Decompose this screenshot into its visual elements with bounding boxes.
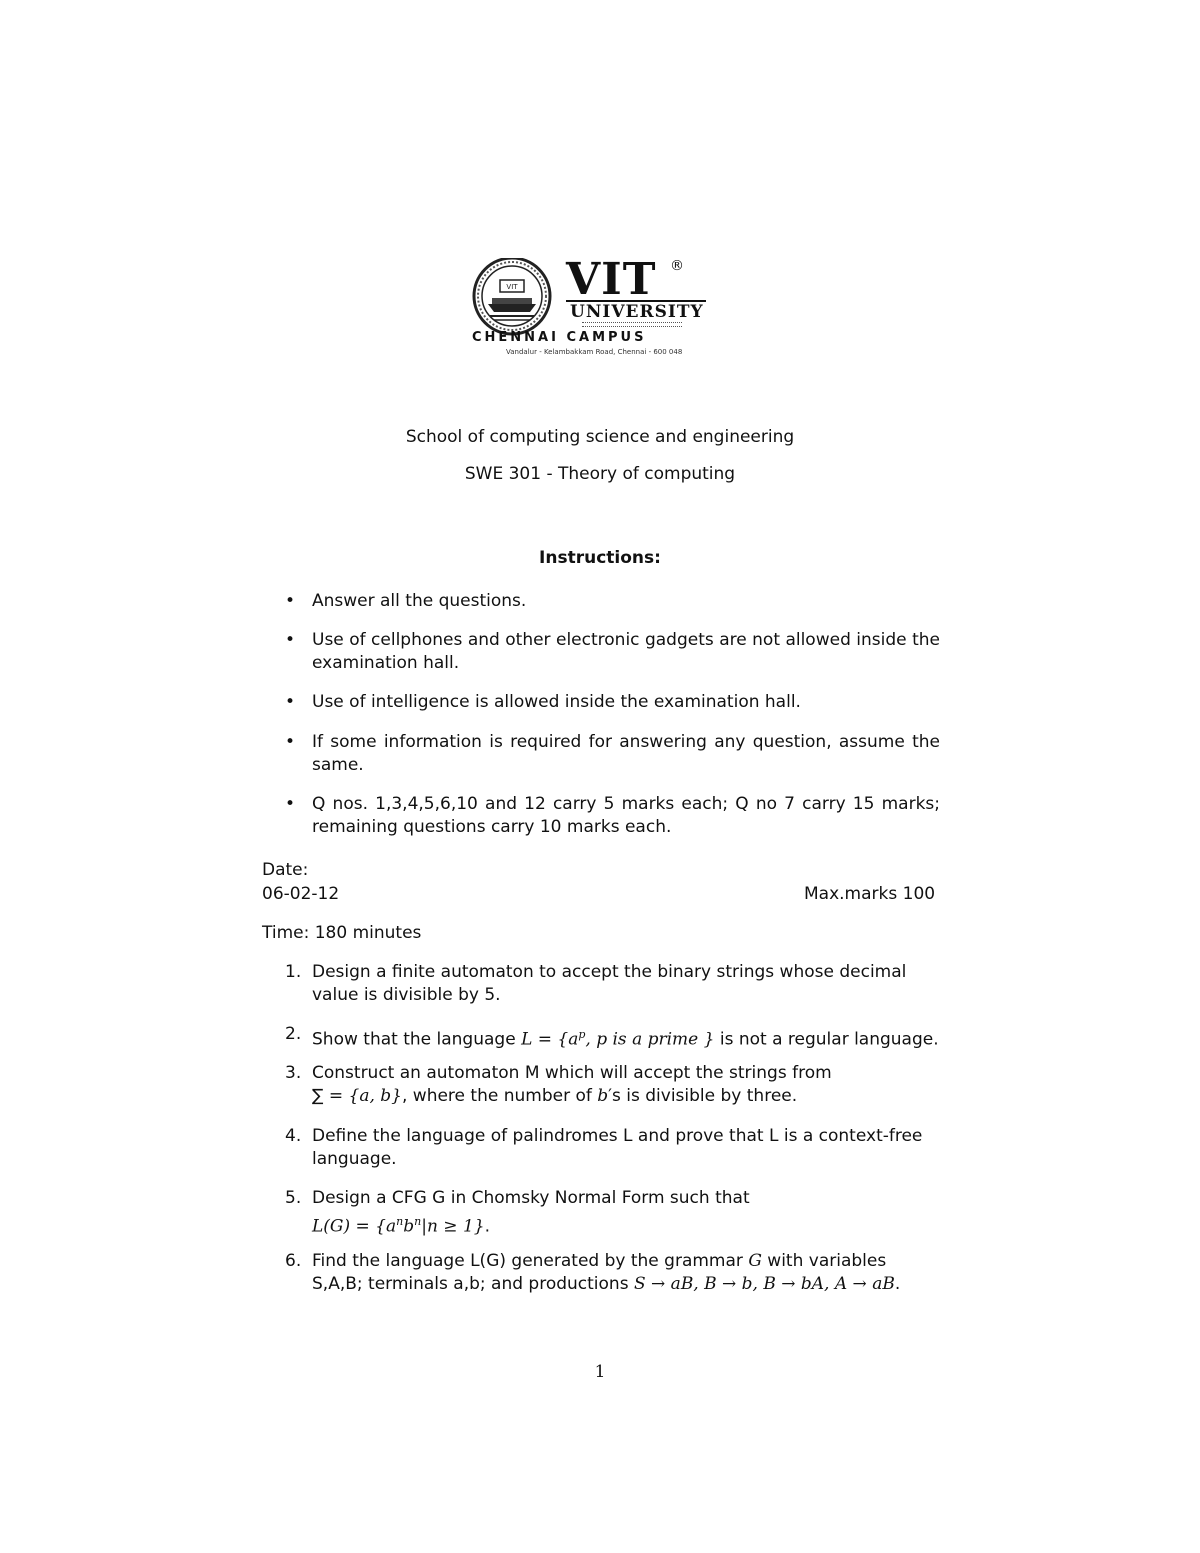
question-6: 6. Find the language L(G) generated by the grammar G with variables S,A,B; terminals a,b; and productions S → aB, B → b, B → bA, A → aB. [285,1251,901,1294]
instruction-item: • Q nos. 1,3,4,5,6,10 and 12 carry 5 marks each; Q no 7 carry 15 marks; remaining questions carry 10 marks each. [285,794,940,837]
instruction-item: • If some information is required for answering any question, assume the same. [285,732,940,775]
max-marks: Max.marks 100 [804,884,936,904]
brand-wordmark: VIT [566,254,657,305]
instruction-item: • Answer all the questions. [285,591,527,611]
question-5: 5. Design a CFG G in Chomsky Normal Form such that $L(G) = \{a^nb^n|n \ge 1\}$. [285,1188,750,1237]
registered-mark: ® [670,258,684,274]
time-allowed: Time: 180 minutes [262,923,422,943]
instruction-item: • Use of cellphones and other electronic gadgets are not allowed inside the examination hall. [285,630,940,673]
bullet-icon: • [285,692,296,712]
svg-text:VIT: VIT [506,283,518,291]
question-2: 2. Show that the language $L = \{a^p$, p is a prime } is not a regular language. [285,1024,939,1050]
question-3: 3. Construct an automaton M which will accept the strings from ∑ = {a, b}, where the number of b′s is divisible by three. [285,1063,832,1106]
bullet-icon: • [285,591,296,611]
logo-tagline-lines [582,322,682,327]
page-number: 1 [594,1362,606,1382]
campus-address: Vandalur - Kelambakkam Road, Chennai - 600 048 [506,348,683,356]
date-label: Date: [262,860,309,880]
university-wordmark: UNIVERSITY [570,302,704,322]
bullet-icon: • [285,732,296,752]
bullet-icon: • [285,794,296,814]
course-title: SWE 301 - Theory of computing [464,464,736,484]
school-name: School of computing science and engineering [405,427,795,447]
question-4: 4. Define the language of palindromes L and prove that L is a context-free language. [285,1126,923,1169]
bullet-icon: • [285,630,296,650]
instructions-title: Instructions: [539,548,661,568]
date-value: 06-02-12 [262,884,340,904]
university-logo [470,254,710,370]
campus-name: CHENNAI CAMPUS [472,330,647,345]
question-1: 1. Design a finite automaton to accept the binary strings whose decimal value is divisible by 5. [285,962,907,1005]
instruction-item: • Use of intelligence is allowed inside the examination hall. [285,692,801,712]
